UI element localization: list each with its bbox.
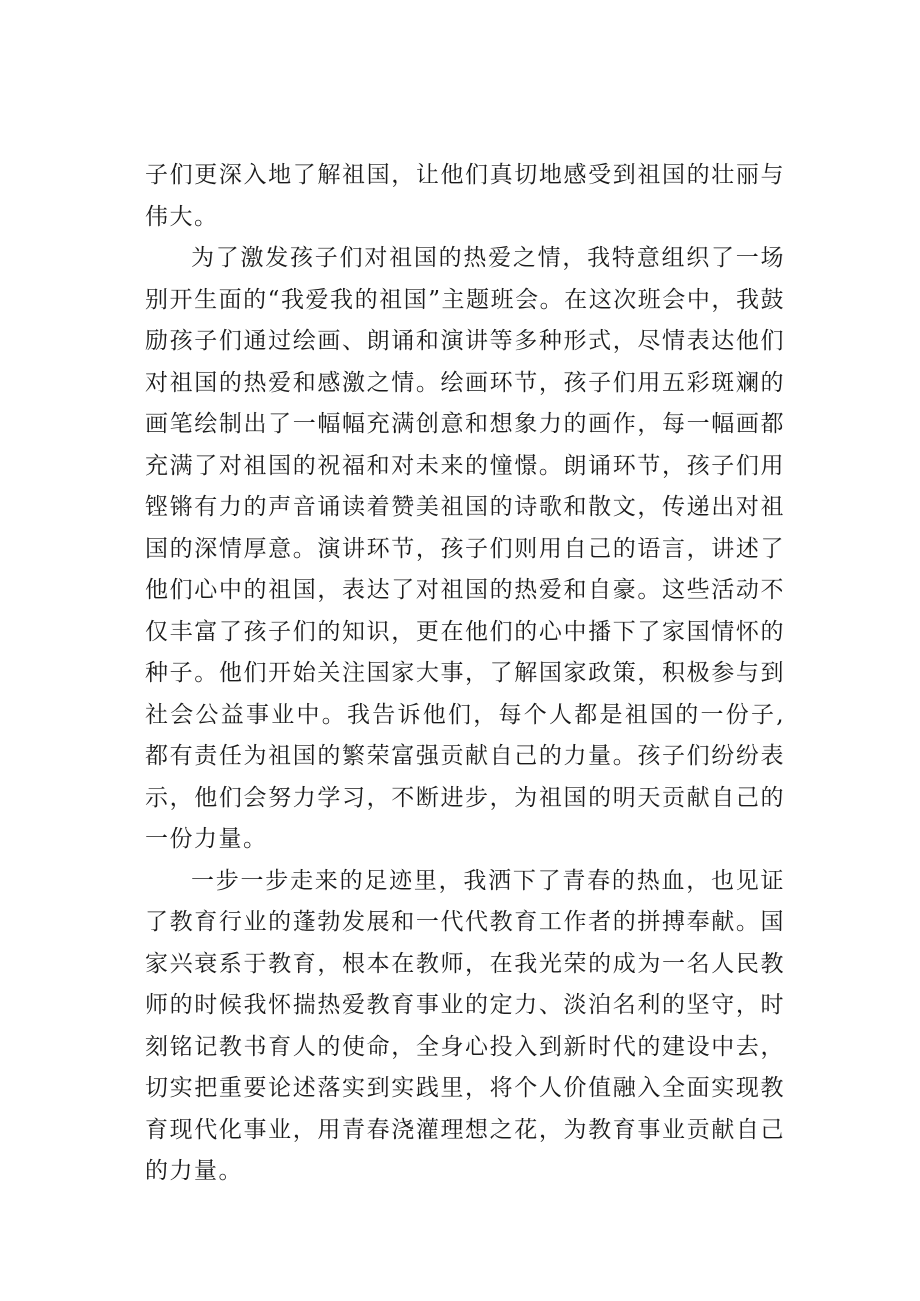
paragraph-footsteps: 一步一步走来的足迹里，我洒下了青春的热血，也见证了教育行业的蓬勃发展和一代代教育工作者的拼搏奉献。国家兴衰系于教育，根本在教师，在我光荣的成为一名人民教师的时候我怀揣热爱教育事业的定力、淡泊名利的坚守，时刻铭记教书育人的使命，全身心投入到新时代的建设中去，切实把重要论述落实到实践里，将个人价值融入全面实现教育现代化事业，用青春浇灌理想之花，为教育事业贡献自己的力量。 <box>145 867 785 1184</box>
paragraph-continuation: 子们更深入地了解祖国，让他们真切地感受到祖国的壮丽与伟大。 <box>145 162 785 230</box>
paragraph-class-meeting: 为了激发孩子们对祖国的热爱之情，我特意组织了一场别开生面的“我爱我的祖国”主题班会。在这次班会中，我鼓励孩子们通过绘画、朗诵和演讲等多种形式，尽情表达他们对祖国的热爱和感激之情。绘画环节，孩子们用五彩斑斓的画笔绘制出了一幅幅充满创意和想象力的画作，每一幅画都充满了对祖国的祝福和对未来的憧憬。朗诵环节，孩子们用铿锵有力的声音诵读着赞美祖国的诗歌和散文，传递出对祖国的深情厚意。演讲环节，孩子们则用自己的语言，讲述了他们心中的祖国，表达了对祖国的热爱和自豪。这些活动不仅丰富了孩子们的知识，更在他们的心中播下了家国情怀的种子。他们开始关注国家大事，了解国家政策，积极参与到社会公益事业中。我告诉他们，每个人都是祖国的一份子,都有责任为祖国的繁荣富强贡献自己的力量。孩子们纷纷表示，他们会努力学习，不断进步，为祖国的明天贡献自己的一份力量。 <box>145 245 785 852</box>
document-body <box>145 155 785 1193</box>
